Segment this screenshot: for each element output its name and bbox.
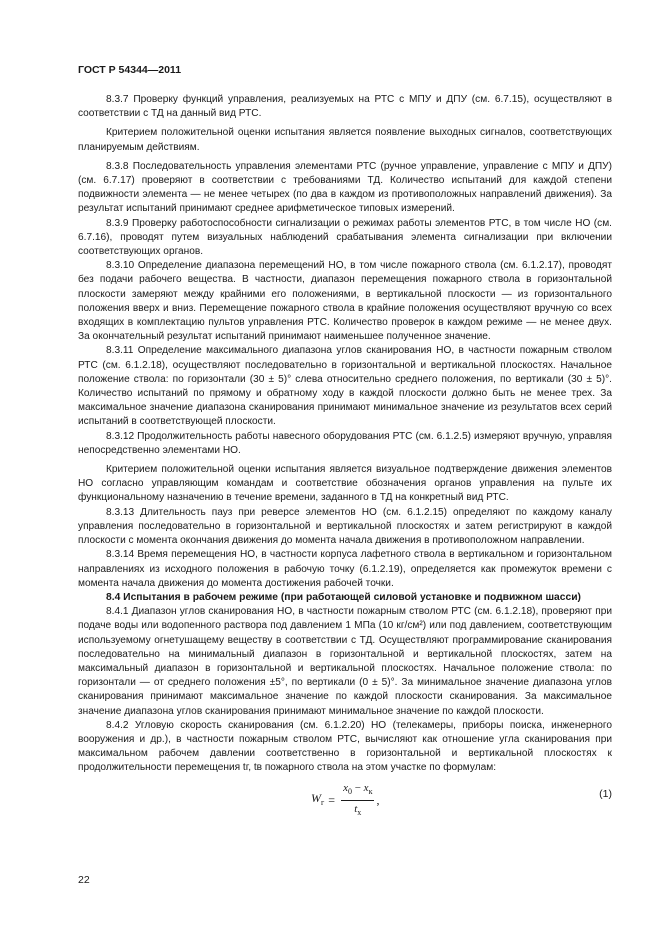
formula-row: [78, 779, 612, 819]
paragraph-8-3-13: 8.3.13 Длительность пауз при реверсе элементов НО (см. 6.1.2.15) определяют по каждому каналу управления последовательно в горизонтальной и вертикальной плоскостях и затем регистрируют в каждой плоскости с момента окончания движения до момента начала движения в противоположном направлении.: [78, 506, 612, 547]
paragraph-8-3-12-criterion: Критерием положительной оценки испытания является визуальное подтверждение движения элементов НО согласно управляющим командам и соответствие обозначения органов управления на пульте их функциональному назначению в течение времени, заданного в ТД на конкретный вид РТС.: [78, 464, 612, 504]
formula-1: $W_г$ = $\frac{x_0 - x_к}{t_x}$ ,: [311, 781, 379, 820]
formula-number: (1): [599, 787, 612, 800]
page-number: 22: [78, 874, 90, 886]
formula-fraction: [341, 781, 374, 820]
formula-numerator: $x_0 - x_к$: [341, 781, 374, 801]
paragraph-8-3-8: 8.3.8 Последовательность управления элементами РТС (ручное управление, управление с МПУ и ДПУ) (см. 6.7.17) проверяют в соответствии с требованиями ТД. Количество испытаний для каждой степени подвижности элемента — не менее четырех (по два в каждом из противоположных направлений движения). За результат испытаний принимают среднее арифметическое типовых измерений.: [78, 160, 612, 215]
formula-lhs: $W_г$: [311, 790, 325, 807]
paragraph-8-3-12: 8.3.12 Продолжительность работы навесного оборудования РТС (см. 6.1.2.5) измеряют вручную, управляя непосредственно элементами НО.: [78, 430, 612, 456]
paragraph-8-3-7: 8.3.7 Проверку функций управления, реализуемых на РТС с МПУ и ДПУ (см. 6.7.15), осуществляют в соответствии с ТД на данный вид РТС.: [78, 94, 612, 120]
paragraph-8-3-10: 8.3.10 Определение диапазона перемещений НО, в том числе пожарного ствола (см. 6.1.2.17), проводят без подачи рабочего вещества. В частности, диапазон перемещения пожарного ствола в горизонтальной плоскости замеряют между крайними его положениями, в вертикальной плоскости — из горизонтального положения вверх и вниз. Перемещение пожарного ствола в крайние положения осуществляют вручную со всех входящих в комплектацию пультов управления РТС. Количество проверок в каждом режиме — не менее двух. За окончательный результат испытаний принимают наименьшее полученное значение.: [78, 260, 612, 343]
formula-denominator: $t_x$: [354, 802, 362, 817]
document-body: [78, 93, 612, 819]
paragraph-8-4-2: 8.4.2 Угловую скорость сканирования (см. 6.1.2.20) НО (телекамеры, приборы поиска, инженерного вооружения и др.), в частности пожарным стволом РТС, вычисляют как отношение угла сканирования при максимальном рабочем давлении соответственно в горизонтальной и вертикальной плоскостях к продолжительности перемещения tг, tв пожарного ствола на этом участке по формулам:: [78, 719, 612, 774]
formula-equals: =: [328, 793, 336, 808]
paragraph-8-3-9: 8.3.9 Проверку работоспособности сигнализации о режимах работы элементов РТС, в том числе НО (см. 6.7.16), проводят путем визуальных наблюдений срабатывания элемента сигнализации при включении соответствующих органов.: [78, 217, 612, 258]
paragraph-8-3-14: 8.3.14 Время перемещения НО, в частности корпуса лафетного ствола в вертикальном и горизонтальном направлениях из исходного положения в рабочую точку (6.1.2.19), определяется как промежуток времени с момента начала движения до момента достижения рабочей точки.: [78, 549, 612, 589]
section-heading-8-4: 8.4 Испытания в рабочем режиме (при работающей силовой установке и подвижном шасси): [106, 591, 581, 603]
document-header: ГОСТ Р 54344—2011: [78, 64, 182, 76]
paragraph-8-3-11: 8.3.11 Определение максимального диапазона углов сканирования НО, в частности пожарным стволом РТС (см. 6.1.2.18), осуществляют последовательно в горизонтальной и вертикальной плоскостях. Начальное положение ствола: по горизонтали (30 ± 5)° слева относительно среднего положения, по вертикали (30 ± 5)°. Количество испытаний по прямому и обратному ходу в каждой плоскости должно быть не менее трех. За максимальное значение диапазона сканирования принимают минимальное значение из результатов всех серий испытаний в соответствующей плоскости.: [78, 345, 612, 428]
paragraph-8-3-7-criterion: Критерием положительной оценки испытания является появление выходных сигналов, соответствующих планируемым действиям.: [78, 127, 612, 153]
paragraph-8-4-1: 8.4.1 Диапазон углов сканирования НО, в частности пожарным стволом РТС (см. 6.1.2.18), проверяют при подаче воды или водопенного раствора под давлением 1 МПа (10 кг/см²) или под давлением, соответствующим используемому огнетушащему веществу в соответствии с ТД. Осуществляют программирование сканирования последовательно на минимальный диапазон в горизонтальной и вертикальной плоскостях, затем на максимальный диапазон в горизонтальной и вертикальной плоскостях. Начальное положение ствола: по горизонтали — от среднего положения ±5°, по вертикали (0 ± 5)°. За минимальное значение диапазона углов сканирования принимают максимальное значение по каждой плоскости сканирования. За максимальное значение диапазона углов сканирования принимают минимальное значение по каждой плоскости.: [78, 606, 612, 717]
